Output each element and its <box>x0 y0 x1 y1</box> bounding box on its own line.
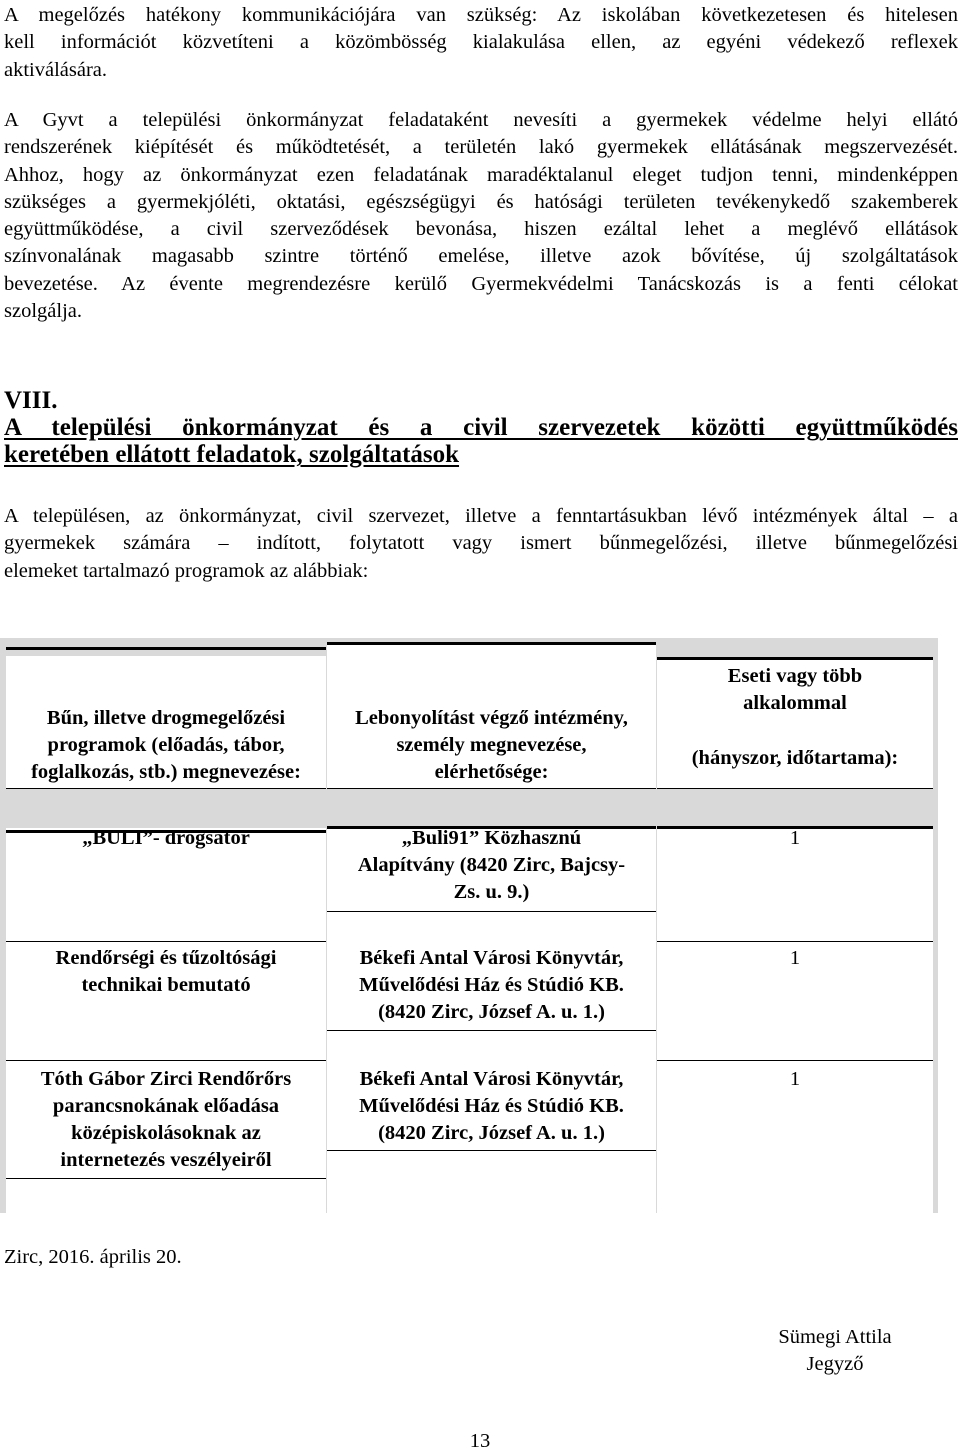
header-spacer <box>0 788 938 828</box>
header-frequency: Eseti vagy több alkalommal (hányszor, időtartama): <box>691 665 899 769</box>
header-top-rule <box>327 642 656 645</box>
row-3-frequency: 1 <box>789 1068 801 1090</box>
text-line: Ahhoz, hogy az önkormányzat ezen feladatának maradéktalanul eleget tudjon tenni, mindenképpen <box>4 163 958 186</box>
text-line: A településen, az önkormányzat, civil szervezet, illetve a fenntartásukban lévő intézmények által – a <box>4 505 958 527</box>
section-title-line1: A települési önkormányzat és a civil szervezetek közötti együttműködés <box>4 414 958 441</box>
row-2-organizer: Békefi Antal Városi Könyvtár, Művelődési Ház és Stúdió KB. (8420 Zirc, József A. u. 1.) <box>359 947 624 1023</box>
text-line: gyermekek számára – indított, folytatott vagy ismert bűnmegelőzési, illetve bűnmegelőzési <box>4 532 958 555</box>
intro-paragraph-2 <box>4 107 958 325</box>
signer-title: Jegyző <box>806 1353 864 1375</box>
row-3-program: Tóth Gábor Zirci Rendőrőrs parancsnokának előadása középiskolásoknak az internetezés veszélyeiről <box>40 1068 292 1171</box>
row-2-program: Rendőrségi és tűzoltósági technikai bemutató <box>55 947 277 996</box>
header-bottom-rule <box>327 788 656 789</box>
row-rule <box>327 911 656 912</box>
programs-table <box>0 638 938 1213</box>
header-top-rule <box>6 647 326 650</box>
section-title-line2: keretében ellátott feladatok, szolgáltatások <box>4 441 460 468</box>
place-date: Zirc, 2016. április 20. <box>4 1246 182 1268</box>
text-line: A Gyvt a települési önkormányzat feladataként nevesíti a gyermekek védelme helyi ellátó <box>4 109 958 131</box>
row-1-program: „BULI”- drogsátor <box>82 827 250 849</box>
row-rule <box>6 1060 326 1061</box>
row-rule <box>657 941 933 942</box>
text-line: szolgálja. <box>4 300 82 323</box>
header-bottom-rule <box>6 788 326 789</box>
text-line: A megelőzés hatékony kommunikációjára van szükség: Az iskolában következetesen és hitelesen <box>4 4 958 26</box>
text-line: aktiválására. <box>4 58 108 81</box>
intro-paragraph-1 <box>4 2 958 84</box>
header-top-rule <box>657 657 933 660</box>
page-number: 13 <box>469 1430 491 1452</box>
text-line: elemeket tartalmazó programok az alábbiak: <box>4 559 369 582</box>
header-program: Bűn, illetve drogmegelőzési programok (előadás, tábor, foglalkozás, stb.) megnevezése: <box>31 707 301 783</box>
text-line: kell információt közvetíteni a közömbösség kialakulása ellen, az egyéni védekező reflexek <box>4 31 958 54</box>
row-2-frequency: 1 <box>789 947 801 969</box>
signer-name: Sümegi Attila <box>778 1326 892 1348</box>
row-1-frequency: 1 <box>789 827 801 849</box>
text-line: együttműködése, a civil szerveződések bevonása, hiszen ezáltal lehet a meglévő ellátások <box>4 218 958 241</box>
row-rule <box>327 1030 656 1031</box>
row-1-organizer: „Buli91” Közhasznú Alapítvány (8420 Zirc, Bajcsy- Zs. u. 9.) <box>357 827 626 903</box>
header-bottom-rule <box>657 788 933 789</box>
section-paragraph <box>4 503 958 585</box>
row-3-organizer: Békefi Antal Városi Könyvtár, Művelődési Ház és Stúdió KB. (8420 Zirc, József A. u. 1.) <box>359 1068 624 1144</box>
header-organizer: Lebonyolítást végző intézmény, személy megnevezése, elérhetősége: <box>355 707 628 783</box>
text-line: rendszerének kiépítését és működtetését, a területén lakó gyermekek ellátásának megszervezését. <box>4 136 958 159</box>
row-rule <box>6 1178 326 1179</box>
section-number: VIII. <box>4 387 58 414</box>
row-rule <box>657 1060 933 1061</box>
text-line: bevezetése. Az évente megrendezésre kerülő Gyermekvédelmi Tanácskozás is a fenti célokat <box>4 272 958 295</box>
text-line: szükséges a gyermekjóléti, oktatási, egészségügyi és hatósági területen tevékenykedő szakemberek <box>4 190 958 213</box>
text-line: színvonalának magasabb szintre történő emelése, illetve azok bővítése, új szolgáltatások <box>4 245 958 268</box>
section-heading <box>4 387 958 468</box>
row-rule <box>6 941 326 942</box>
row-rule <box>327 1150 656 1151</box>
